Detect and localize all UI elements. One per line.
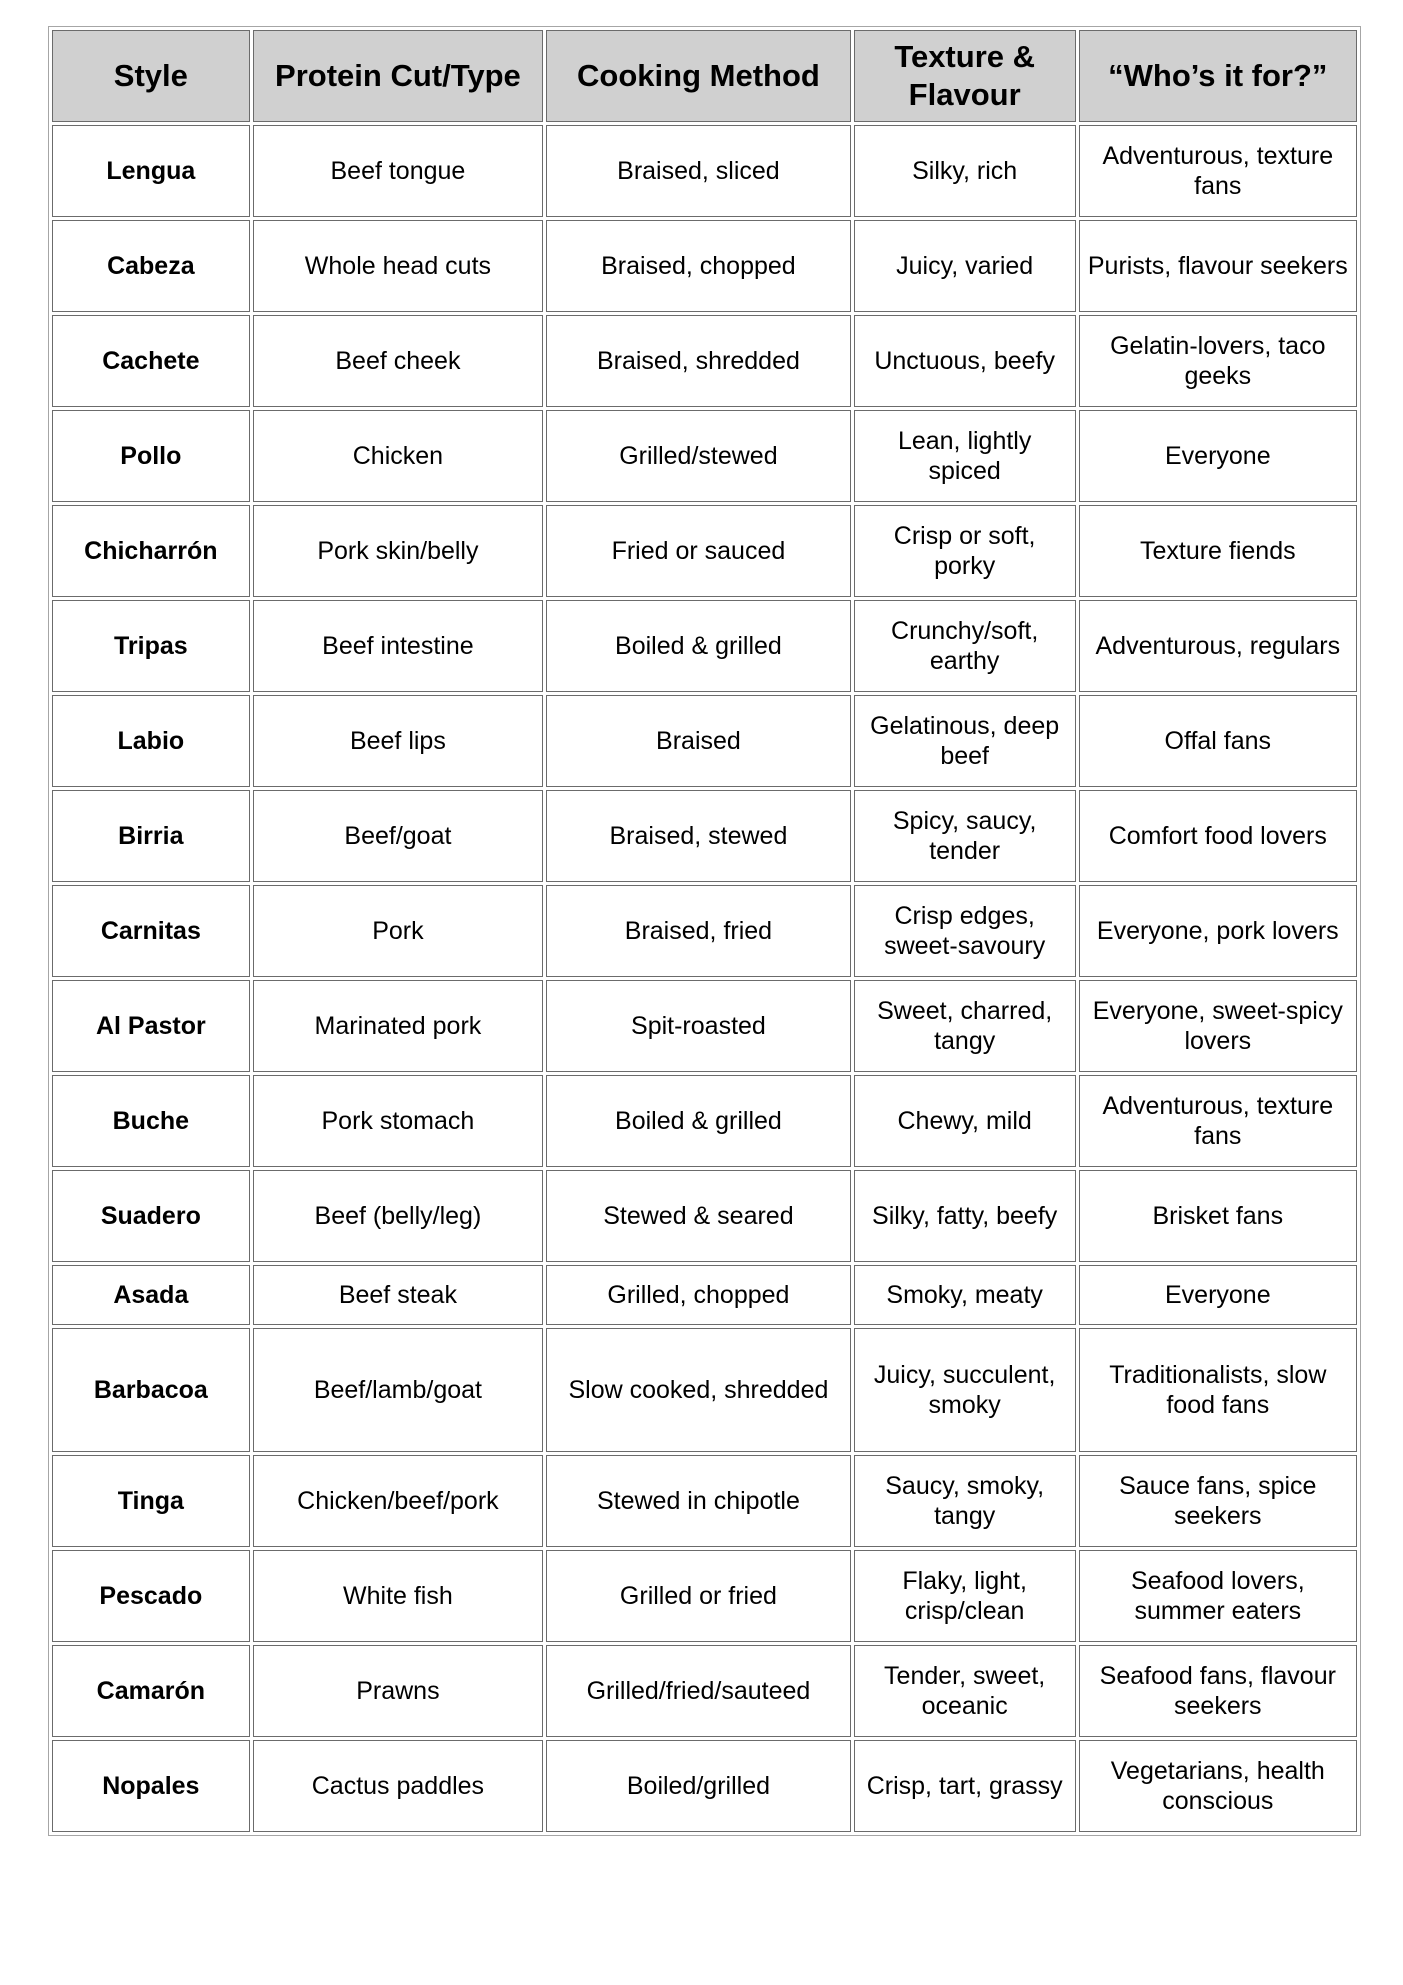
cooking-method-cell: Grilled/fried/sauteed — [546, 1645, 851, 1737]
cooking-method-cell: Fried or sauced — [546, 505, 851, 597]
audience-cell: Sauce fans, spice seekers — [1079, 1455, 1357, 1547]
texture-flavour-cell: Smoky, meaty — [854, 1265, 1076, 1325]
protein-cell: Beef tongue — [253, 125, 543, 217]
audience-cell: Everyone — [1079, 410, 1357, 502]
audience-cell: Offal fans — [1079, 695, 1357, 787]
audience-cell: Traditionalists, slow food fans — [1079, 1328, 1357, 1452]
style-cell: Barbacoa — [52, 1328, 250, 1452]
table-row — [52, 885, 1357, 977]
texture-flavour-cell: Unctuous, beefy — [854, 315, 1076, 407]
protein-cell: Beef cheek — [253, 315, 543, 407]
protein-cell: Beef/goat — [253, 790, 543, 882]
texture-flavour-cell: Crisp, tart, grassy — [854, 1740, 1076, 1832]
texture-flavour-cell: Juicy, succulent, smoky — [854, 1328, 1076, 1452]
table-row — [52, 1740, 1357, 1832]
taco-styles-table-container — [48, 26, 1361, 1836]
texture-flavour-cell: Crisp or soft, porky — [854, 505, 1076, 597]
style-cell: Cabeza — [52, 220, 250, 312]
protein-cell: Beef intestine — [253, 600, 543, 692]
texture-flavour-cell: Tender, sweet, oceanic — [854, 1645, 1076, 1737]
style-cell: Carnitas — [52, 885, 250, 977]
cooking-method-cell: Grilled/stewed — [546, 410, 851, 502]
style-cell: Tripas — [52, 600, 250, 692]
table-row — [52, 220, 1357, 312]
texture-flavour-cell: Crisp edges, sweet-savoury — [854, 885, 1076, 977]
texture-flavour-cell: Silky, fatty, beefy — [854, 1170, 1076, 1262]
protein-cell: Pork stomach — [253, 1075, 543, 1167]
cooking-method-cell: Braised, shredded — [546, 315, 851, 407]
texture-flavour-cell: Sweet, charred, tangy — [854, 980, 1076, 1072]
table-row — [52, 1170, 1357, 1262]
cooking-method-cell: Boiled & grilled — [546, 600, 851, 692]
cooking-method-cell: Stewed in chipotle — [546, 1455, 851, 1547]
header-texture-flavour: Texture & Flavour — [854, 30, 1076, 122]
taco-styles-table — [48, 26, 1361, 1836]
protein-cell: Prawns — [253, 1645, 543, 1737]
table-row — [52, 695, 1357, 787]
style-cell: Birria — [52, 790, 250, 882]
table-row — [52, 790, 1357, 882]
cooking-method-cell: Slow cooked, shredded — [546, 1328, 851, 1452]
table-row — [52, 125, 1357, 217]
cooking-method-cell: Boiled & grilled — [546, 1075, 851, 1167]
style-cell: Lengua — [52, 125, 250, 217]
cooking-method-cell: Spit-roasted — [546, 980, 851, 1072]
audience-cell: Everyone — [1079, 1265, 1357, 1325]
protein-cell: Pork — [253, 885, 543, 977]
audience-cell: Texture fiends — [1079, 505, 1357, 597]
style-cell: Al Pastor — [52, 980, 250, 1072]
texture-flavour-cell: Gelatinous, deep beef — [854, 695, 1076, 787]
table-row — [52, 1075, 1357, 1167]
protein-cell: Cactus paddles — [253, 1740, 543, 1832]
audience-cell: Vegetarians, health conscious — [1079, 1740, 1357, 1832]
header-style: Style — [52, 30, 250, 122]
style-cell: Asada — [52, 1265, 250, 1325]
cooking-method-cell: Braised, fried — [546, 885, 851, 977]
table-row — [52, 1328, 1357, 1452]
audience-cell: Purists, flavour seekers — [1079, 220, 1357, 312]
cooking-method-cell: Stewed & seared — [546, 1170, 851, 1262]
cooking-method-cell: Braised — [546, 695, 851, 787]
audience-cell: Adventurous, texture fans — [1079, 1075, 1357, 1167]
protein-cell: Marinated pork — [253, 980, 543, 1072]
audience-cell: Everyone, pork lovers — [1079, 885, 1357, 977]
table-row — [52, 505, 1357, 597]
audience-cell: Everyone, sweet-spicy lovers — [1079, 980, 1357, 1072]
header-whos-it-for: “Who’s it for?” — [1079, 30, 1357, 122]
table-row — [52, 1550, 1357, 1642]
style-cell: Pollo — [52, 410, 250, 502]
style-cell: Chicharrón — [52, 505, 250, 597]
audience-cell: Adventurous, regulars — [1079, 600, 1357, 692]
texture-flavour-cell: Saucy, smoky, tangy — [854, 1455, 1076, 1547]
texture-flavour-cell: Chewy, mild — [854, 1075, 1076, 1167]
protein-cell: Chicken/beef/pork — [253, 1455, 543, 1547]
style-cell: Camarón — [52, 1645, 250, 1737]
table-row — [52, 315, 1357, 407]
style-cell: Cachete — [52, 315, 250, 407]
texture-flavour-cell: Flaky, light, crisp/clean — [854, 1550, 1076, 1642]
table-row — [52, 1265, 1357, 1325]
texture-flavour-cell: Crunchy/soft, earthy — [854, 600, 1076, 692]
style-cell: Tinga — [52, 1455, 250, 1547]
texture-flavour-cell: Lean, lightly spiced — [854, 410, 1076, 502]
table-row — [52, 410, 1357, 502]
cooking-method-cell: Grilled or fried — [546, 1550, 851, 1642]
table-header-row — [52, 30, 1357, 122]
protein-cell: Beef/lamb/goat — [253, 1328, 543, 1452]
protein-cell: Whole head cuts — [253, 220, 543, 312]
protein-cell: Pork skin/belly — [253, 505, 543, 597]
cooking-method-cell: Braised, stewed — [546, 790, 851, 882]
audience-cell: Gelatin-lovers, taco geeks — [1079, 315, 1357, 407]
header-cooking-method: Cooking Method — [546, 30, 851, 122]
table-row — [52, 1455, 1357, 1547]
protein-cell: Beef lips — [253, 695, 543, 787]
audience-cell: Comfort food lovers — [1079, 790, 1357, 882]
cooking-method-cell: Grilled, chopped — [546, 1265, 851, 1325]
style-cell: Pescado — [52, 1550, 250, 1642]
texture-flavour-cell: Spicy, saucy, tender — [854, 790, 1076, 882]
table-row — [52, 980, 1357, 1072]
protein-cell: Chicken — [253, 410, 543, 502]
audience-cell: Seafood lovers, summer eaters — [1079, 1550, 1357, 1642]
texture-flavour-cell: Juicy, varied — [854, 220, 1076, 312]
header-protein-cut-type: Protein Cut/Type — [253, 30, 543, 122]
style-cell: Suadero — [52, 1170, 250, 1262]
cooking-method-cell: Braised, chopped — [546, 220, 851, 312]
cooking-method-cell: Braised, sliced — [546, 125, 851, 217]
style-cell: Labio — [52, 695, 250, 787]
protein-cell: White fish — [253, 1550, 543, 1642]
cooking-method-cell: Boiled/grilled — [546, 1740, 851, 1832]
texture-flavour-cell: Silky, rich — [854, 125, 1076, 217]
audience-cell: Brisket fans — [1079, 1170, 1357, 1262]
protein-cell: Beef (belly/leg) — [253, 1170, 543, 1262]
audience-cell: Seafood fans, flavour seekers — [1079, 1645, 1357, 1737]
audience-cell: Adventurous, texture fans — [1079, 125, 1357, 217]
table-row — [52, 1645, 1357, 1737]
protein-cell: Beef steak — [253, 1265, 543, 1325]
style-cell: Nopales — [52, 1740, 250, 1832]
style-cell: Buche — [52, 1075, 250, 1167]
table-row — [52, 600, 1357, 692]
